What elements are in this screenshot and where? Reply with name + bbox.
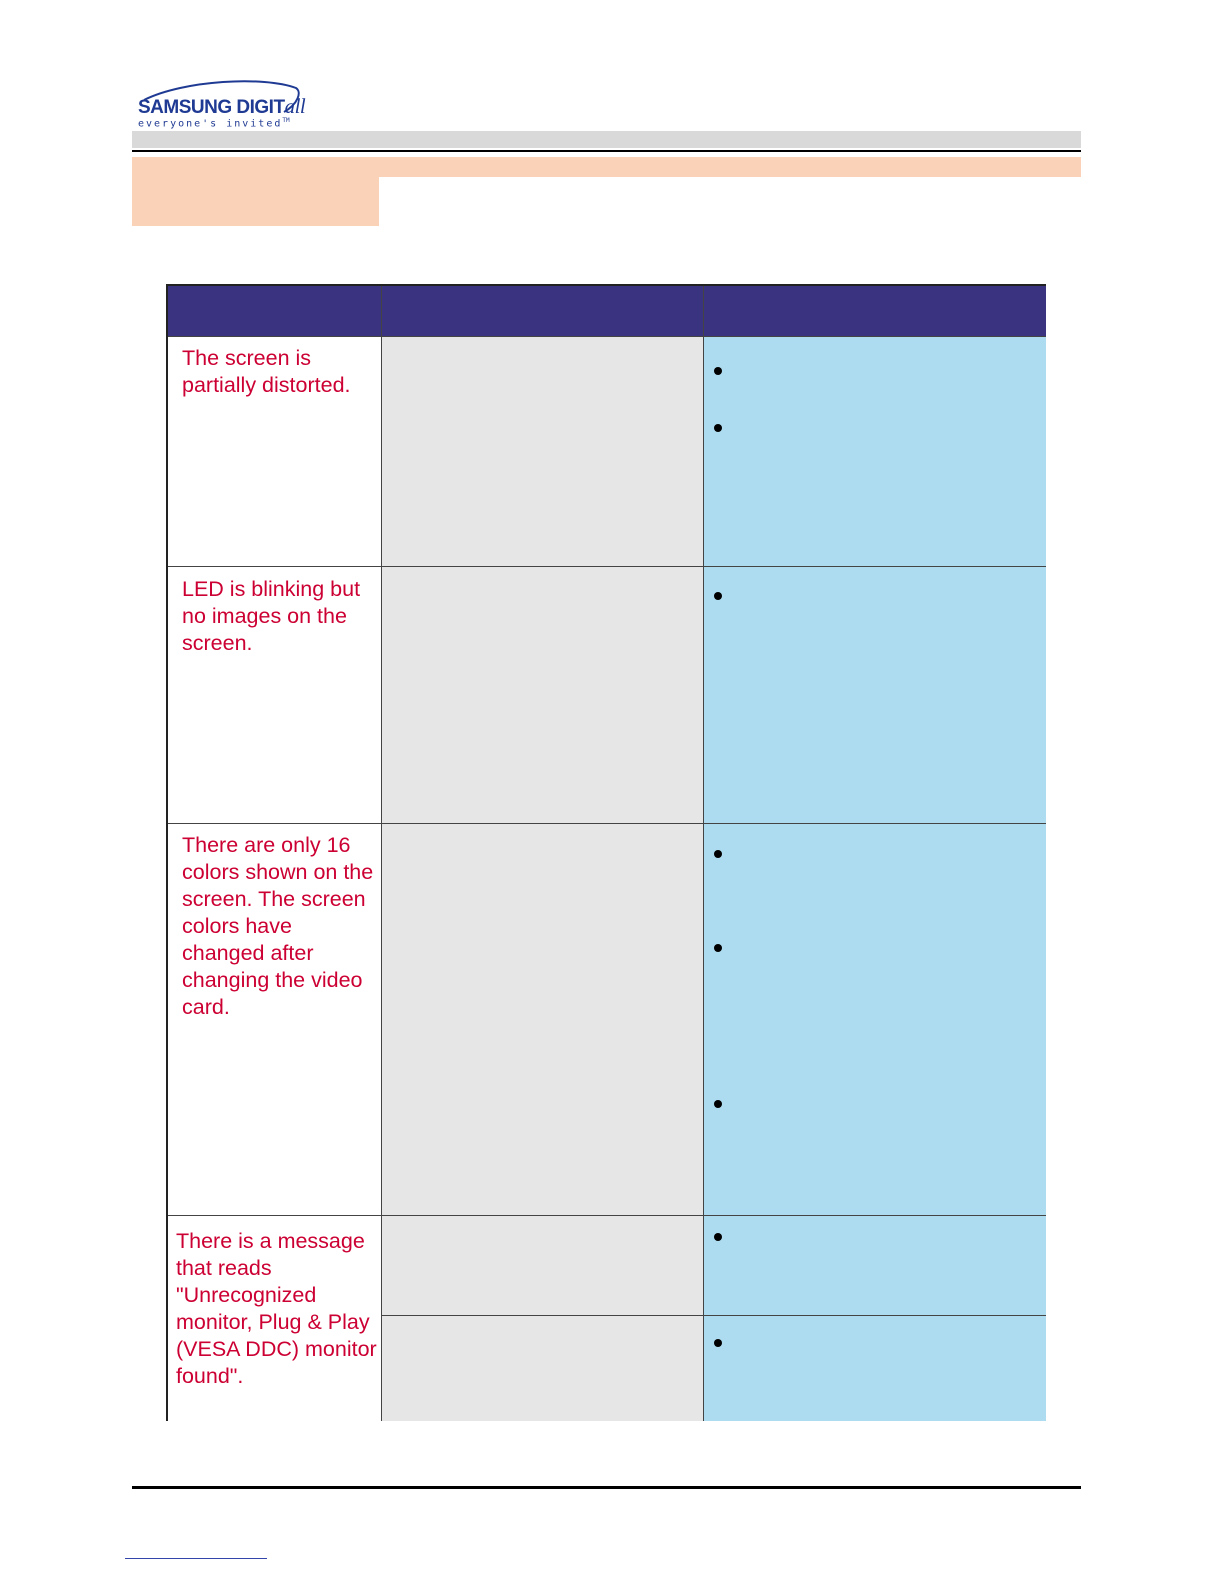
- table-row-symptom: [168, 823, 381, 1215]
- header-gray-band: [132, 131, 1081, 148]
- table-row-check: [381, 1315, 703, 1421]
- symptom-text: There is a message that reads "Unrecognized monitor, Plug & Play (VESA DDC) monitor found".: [176, 1229, 377, 1388]
- bullet-icon: [714, 944, 722, 952]
- table-row-symptom: [168, 1215, 381, 1421]
- banner-strip: [132, 157, 1081, 177]
- bullet-icon: [714, 424, 722, 432]
- bullet-icon: [714, 592, 722, 600]
- banner-title-area: [379, 177, 1081, 226]
- troubleshooting-table: [166, 284, 1046, 1421]
- logo-tagline: everyone's invited™: [138, 117, 290, 130]
- table-row-solution: [703, 336, 1046, 566]
- samsung-logo: [134, 78, 304, 132]
- logo-brand-text: [138, 94, 305, 119]
- bullet-icon: [714, 1339, 722, 1347]
- footer-link-underline[interactable]: [125, 1558, 267, 1559]
- footer-divider: [132, 1486, 1081, 1489]
- bullet-icon: [714, 1233, 722, 1241]
- symptom-text: LED is blinking but no images on the screen.: [182, 577, 361, 655]
- table-row-solution: [703, 1315, 1046, 1421]
- symptom-text: The screen is partially distorted.: [182, 346, 351, 397]
- logo-brand-name: SAMSUNG DIGITall: [138, 94, 306, 118]
- bullet-icon: [714, 1100, 722, 1108]
- header-divider: [132, 150, 1081, 152]
- table-row-check: [381, 1215, 703, 1315]
- header-symptom-cell: [168, 286, 381, 336]
- table-row-solution: [703, 1215, 1046, 1315]
- table-row-symptom: [168, 566, 381, 823]
- banner-tab: [132, 177, 379, 226]
- header-check-cell: [381, 286, 703, 336]
- symptom-text: There are only 16 colors shown on the screen. The screen colors have changed after changing the video card.: [182, 833, 374, 1019]
- bullet-icon: [714, 850, 722, 858]
- header-solution-cell: [703, 286, 1046, 336]
- table-row-check: [381, 823, 703, 1215]
- table-row-solution: [703, 823, 1046, 1215]
- table-row-symptom: [168, 336, 381, 566]
- bullet-icon: [714, 367, 722, 375]
- table-row-solution: [703, 566, 1046, 823]
- table-row-check: [381, 336, 703, 566]
- table-row-check: [381, 566, 703, 823]
- logo-brand-suffix: all: [284, 94, 306, 118]
